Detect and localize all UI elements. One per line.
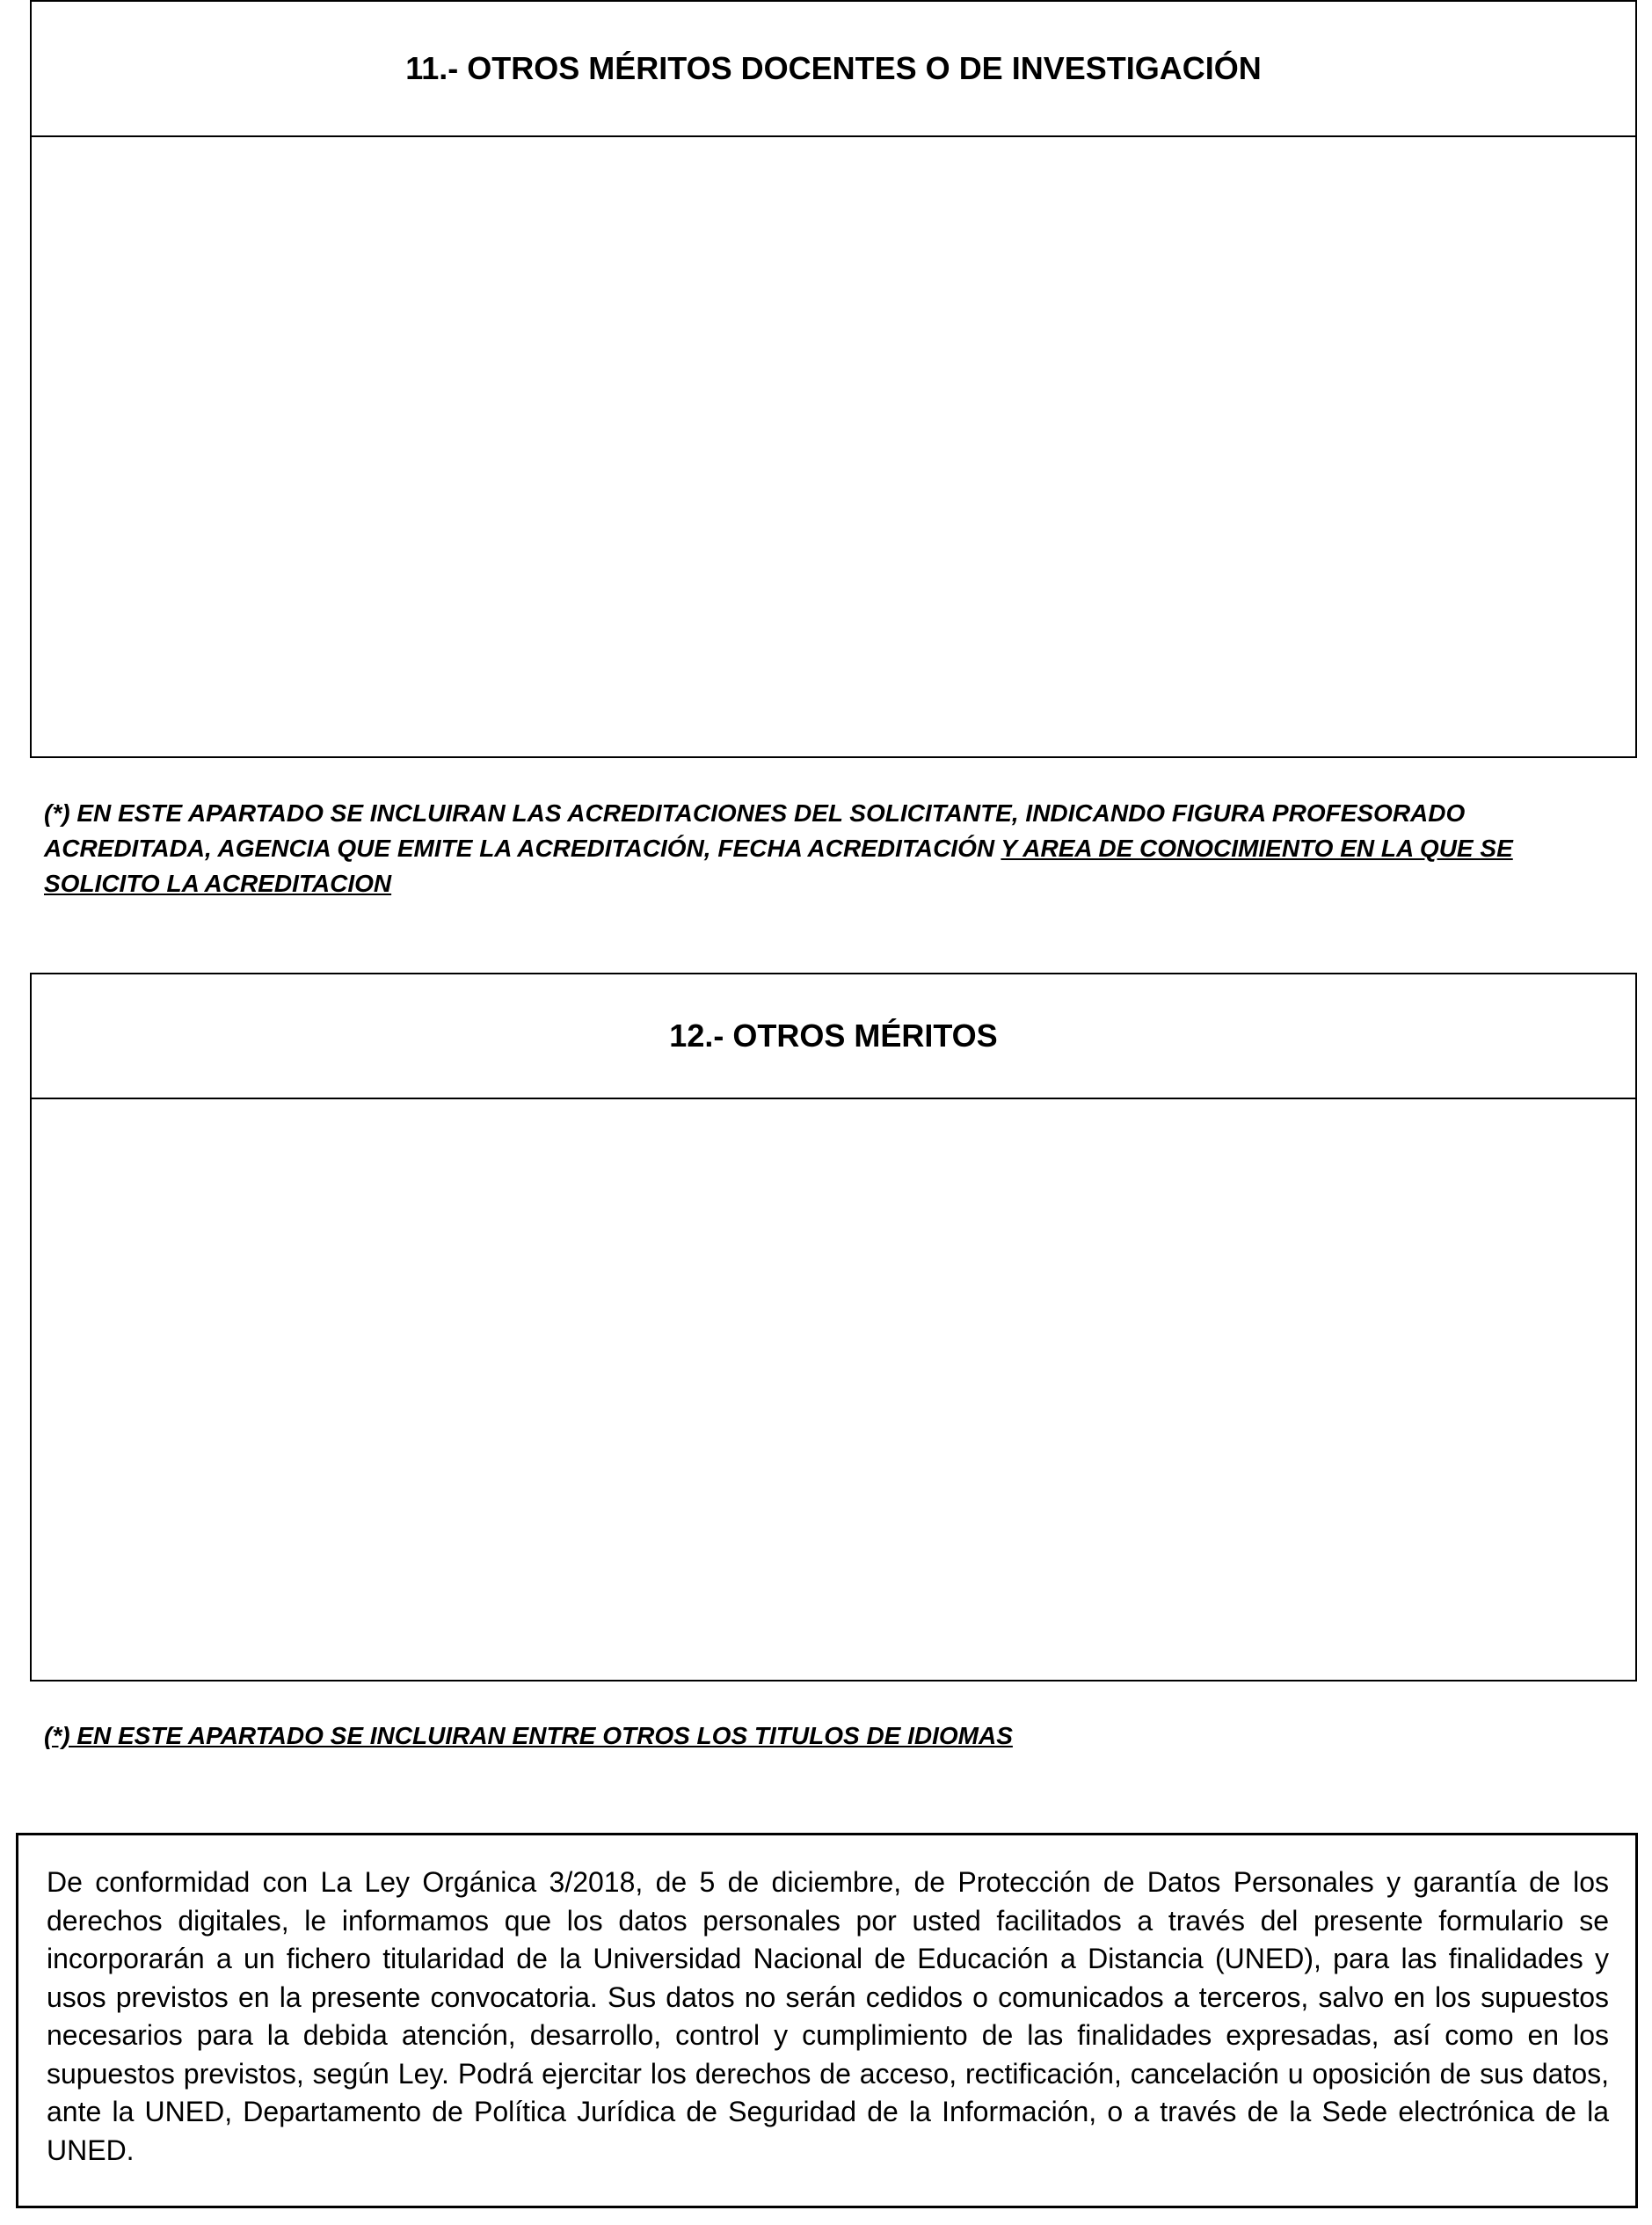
section-12-note-underlined: (*) EN ESTE APARTADO SE INCLUIRAN ENTRE OTROS LOS TITULOS DE IDIOMAS xyxy=(44,1722,1013,1749)
section-12-note xyxy=(44,1718,1618,1754)
section-11-note-text: (*) EN ESTE APARTADO SE INCLUIRAN LAS ACREDITACIONES DEL SOLICITANTE, INDICANDO FIGURA PROFESORADO ACREDITADA, AGENCIA QUE EMITE LA ACREDITACIÓN, FECHA ACREDITACIÓN xyxy=(44,799,1466,862)
privacy-notice-box xyxy=(16,1833,1638,2208)
section-11-box xyxy=(30,0,1637,758)
section-11-note-underlined: Y AREA DE CONOCIMIENTO EN LA QUE SE SOLICITO LA ACREDITACION xyxy=(44,835,1513,897)
privacy-notice-text: De conformidad con La Ley Orgánica 3/2018, de 5 de diciembre, de Protección de Datos Personales y garantía de los derechos digitales, le informamos que los datos personales por usted facilitados a través del presente formulario se incorporarán a un fichero titularidad de la Universidad Nacional de Educación a Distancia (UNED), para las finalidades y usos previstos en la presente convocatoria. Sus datos no serán cedidos o comunicados a terceros, salvo en los supuestos necesarios para la debida atención, desarrollo, control y cumplimiento de las finalidades expresadas, así como en los supuestos previstos, según Ley. Podrá ejercitar los derechos de acceso, rectificación, cancelación u oposición de sus datos, ante la UNED, Departamento de Política Jurídica de Seguridad de la Información, o a través de la Sede electrónica de la UNED. xyxy=(47,1866,1609,2166)
section-11-title: 11.- OTROS MÉRITOS DOCENTES O DE INVESTIGACIÓN xyxy=(32,2,1635,137)
section-12-box xyxy=(30,973,1637,1682)
section-12-title: 12.- OTROS MÉRITOS xyxy=(32,974,1635,1099)
section-11-note xyxy=(44,796,1618,901)
